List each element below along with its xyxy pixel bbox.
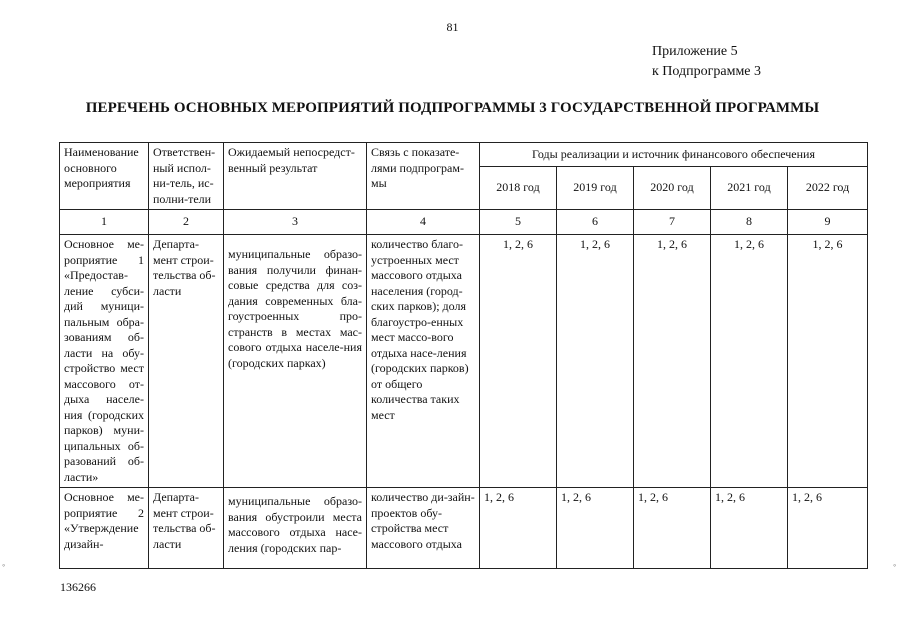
header-row-1 [60,143,868,167]
header-result: Ожидаемый непосредст-венный результат [224,143,367,210]
header-year-2018: 2018 год [480,167,557,210]
column-number: 7 [634,210,711,235]
measure-indicator-link: количество благо-устроенных мест массового отдыха населения (город-ских парков); доля благоустро-енных мест массо-вого отдыха насе-ления (городских парков) от общего количества таких мест [367,235,480,488]
measure-year-2020: 1, 2, 6 [634,488,711,569]
measure-year-2021: 1, 2, 6 [711,235,788,488]
document-code: 136266 [60,580,96,594]
left-edge-mark: ◦ [2,560,6,570]
measure-year-2020: 1, 2, 6 [634,235,711,488]
column-number: 3 [224,210,367,235]
header-year-2022: 2022 год [788,167,868,210]
appendix-note [652,42,761,82]
measure-year-2022: 1, 2, 6 [788,488,868,569]
appendix-line-2: к Подпрограмме 3 [652,64,762,79]
measure-responsible: Департа-мент строи-тельства об-ласти [149,235,224,488]
header-year-2020: 2020 год [634,167,711,210]
measure-result: муниципальные образо-вания получили финан-совые средства для соз-дания современных бла-гоустроенных про-странств в местах мас-сового отдыха населе-ния (городских парках) [224,235,367,488]
table-row [60,235,868,488]
column-number: 1 [60,210,149,235]
measure-year-2019: 1, 2, 6 [557,235,634,488]
column-number: 5 [480,210,557,235]
document-title: ПЕРЕЧЕНЬ ОСНОВНЫХ МЕРОПРИЯТИЙ ПОДПРОГРАММЫ 3 ГОСУДАРСТВЕННОЙ ПРОГРАММЫ [85,100,820,116]
measure-year-2022: 1, 2, 6 [788,235,868,488]
measure-name: Основное ме-роприятие 2 «Утверждение дизайн- [60,488,149,569]
measure-indicator-link: количество ди-зайн-проектов обу-стройства мест массового отдыха [367,488,480,569]
measure-year-2019: 1, 2, 6 [557,488,634,569]
column-number: 8 [711,210,788,235]
header-year-2019: 2019 год [557,167,634,210]
table-row [60,488,868,569]
header-years-group: Годы реализации и источник финансового обеспечения [480,143,868,167]
measure-responsible: Департа-мент строи-тельства об-ласти [149,488,224,569]
page-number: 81 [446,20,459,34]
measure-year-2018: 1, 2, 6 [480,235,557,488]
measure-result: муниципальные образо-вания обустроили места массового отдыха насе-ления (городских пар- [224,488,367,569]
measures-table [59,142,868,569]
column-number: 9 [788,210,868,235]
measure-year-2018: 1, 2, 6 [480,488,557,569]
header-name: Наименование основного мероприятия [60,143,149,210]
measure-name: Основное ме-роприятие 1 «Предостав-ление субси-дий муници-пальным обра-зованиям об-ласти на обу-стройство мест массового от-дыха населе-ния (городских парков) муни-ципальных об-разований об-ласти» [60,235,149,488]
column-number: 6 [557,210,634,235]
column-number-row [60,210,868,235]
header-year-2021: 2021 год [711,167,788,210]
measure-year-2021: 1, 2, 6 [711,488,788,569]
column-number: 4 [367,210,480,235]
right-edge-mark: ◦ [893,560,897,570]
header-responsible: Ответствен-ный испол-ни-тель, ис-полни-тели [149,143,224,210]
appendix-line-1: Приложение 5 [652,44,738,59]
header-link: Связь с показате-лями подпрограм-мы [367,143,480,210]
column-number: 2 [149,210,224,235]
